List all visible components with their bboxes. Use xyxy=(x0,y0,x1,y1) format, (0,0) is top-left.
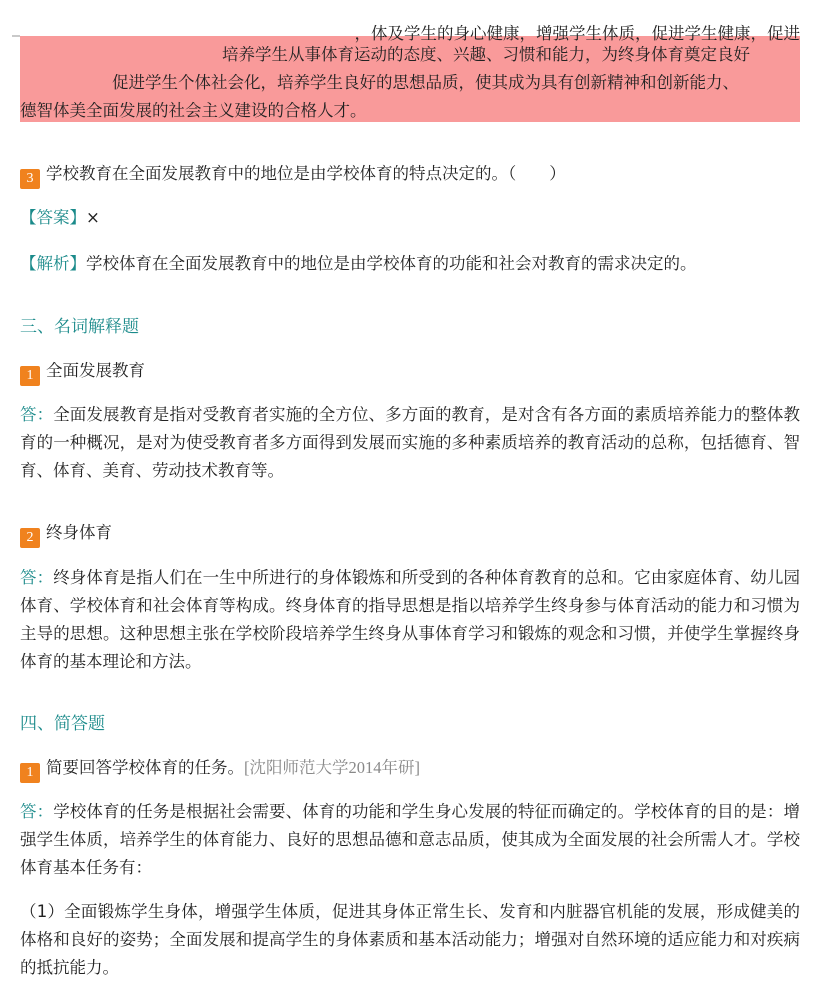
term-2 xyxy=(20,519,800,548)
term-number-badge: 1 xyxy=(20,366,40,386)
highlight-line: 培养学生从事体育运动的态度、兴趣、习惯和能力，为终身体育奠定良好 xyxy=(222,45,750,64)
top-divider xyxy=(12,35,20,37)
answer-label: 答： xyxy=(20,802,54,821)
highlighted-passage xyxy=(20,24,800,122)
question-text: 简要回答学校体育的任务。 xyxy=(46,758,244,777)
analysis-text: 学校体育在全面发展教育中的地位是由学校体育的功能和社会对教育的需求决定的。 xyxy=(86,254,697,273)
question-text: 学校教育在全面发展教育中的地位是由学校体育的特点决定的。（ ） xyxy=(46,164,566,183)
term-number-badge: 2 xyxy=(20,528,40,548)
analysis-label: 【解析】 xyxy=(20,254,86,273)
answer-text: 终身体育是指人们在一生中所进行的身体锻炼和所受到的各种体育教育的总和。它由家庭体育、幼儿园体育、学校体育和社会体育等构成。终身体育的指导思想是指以培养学生终身参与体育活动的能力和习惯为主导的思想。这种思想主张在学校阶段培养学生终身从事体育学习和锻炼的观念和习惯，并使学生掌握终身体育的基本理论和方法。 xyxy=(20,568,801,671)
term-1 xyxy=(20,357,800,386)
term-title: 终身体育 xyxy=(46,523,112,542)
answer-text: 全面发展教育是指对受教育者实施的全方位、多方面的教育，是对含有各方面的素质培养能力的整体教育的一种概况，是对为使受教育者多方面得到发展而实施的多种素质培养的教育活动的总称，包括德育、智育、体育、美育、劳动技术教育等。 xyxy=(20,405,801,480)
question-number-badge: 3 xyxy=(20,169,40,189)
section-title: 四、简答题 xyxy=(20,714,105,734)
answer-label: 答： xyxy=(20,568,54,587)
question-3 xyxy=(20,160,800,189)
answer-value: × xyxy=(86,208,100,227)
question-source: [沈阳师范大学2014年研] xyxy=(244,758,420,777)
term-1-answer xyxy=(20,401,800,485)
short-question-1 xyxy=(20,754,800,783)
highlight-line: ，体及学生的身心健康，增强学生体质，促进学生健康，促进 xyxy=(354,24,800,43)
highlight-line: 德智体美全面发展的社会主义建设的合格人才。 xyxy=(20,101,367,120)
answer-text: 学校体育的任务是根据社会需要、体育的功能和学生身心发展的特征而确定的。学校体育的目的是：增强学生体质，培养学生的体育能力、良好的思想品德和意志品质，使其成为全面发展的社会所需人才。学校体育基本任务有： xyxy=(20,802,801,877)
highlight-line: 促进学生个体社会化，培养学生良好的思想品质，使其成为具有创新精神和创新能力、 xyxy=(112,73,739,92)
term-title: 全面发展教育 xyxy=(46,361,145,380)
answer-row xyxy=(20,204,800,232)
short-question-1-answer xyxy=(20,798,800,882)
analysis-row xyxy=(20,250,800,278)
term-2-answer xyxy=(20,564,800,676)
answer-label: 答： xyxy=(20,405,54,424)
section-title: 三、名词解释题 xyxy=(20,317,139,337)
answer-point-1: （1）全面锻炼学生身体，增强学生体质，促进其身体正常生长、发育和内脏器官机能的发展，形成健美的体格和良好的姿势；全面发展和提高学生的身体素质和基本活动能力；增强对自然环境的适应能力和对疾病的抵抗能力。 xyxy=(20,902,800,977)
question-number-badge: 1 xyxy=(20,763,40,783)
answer-label: 【答案】 xyxy=(20,208,86,227)
